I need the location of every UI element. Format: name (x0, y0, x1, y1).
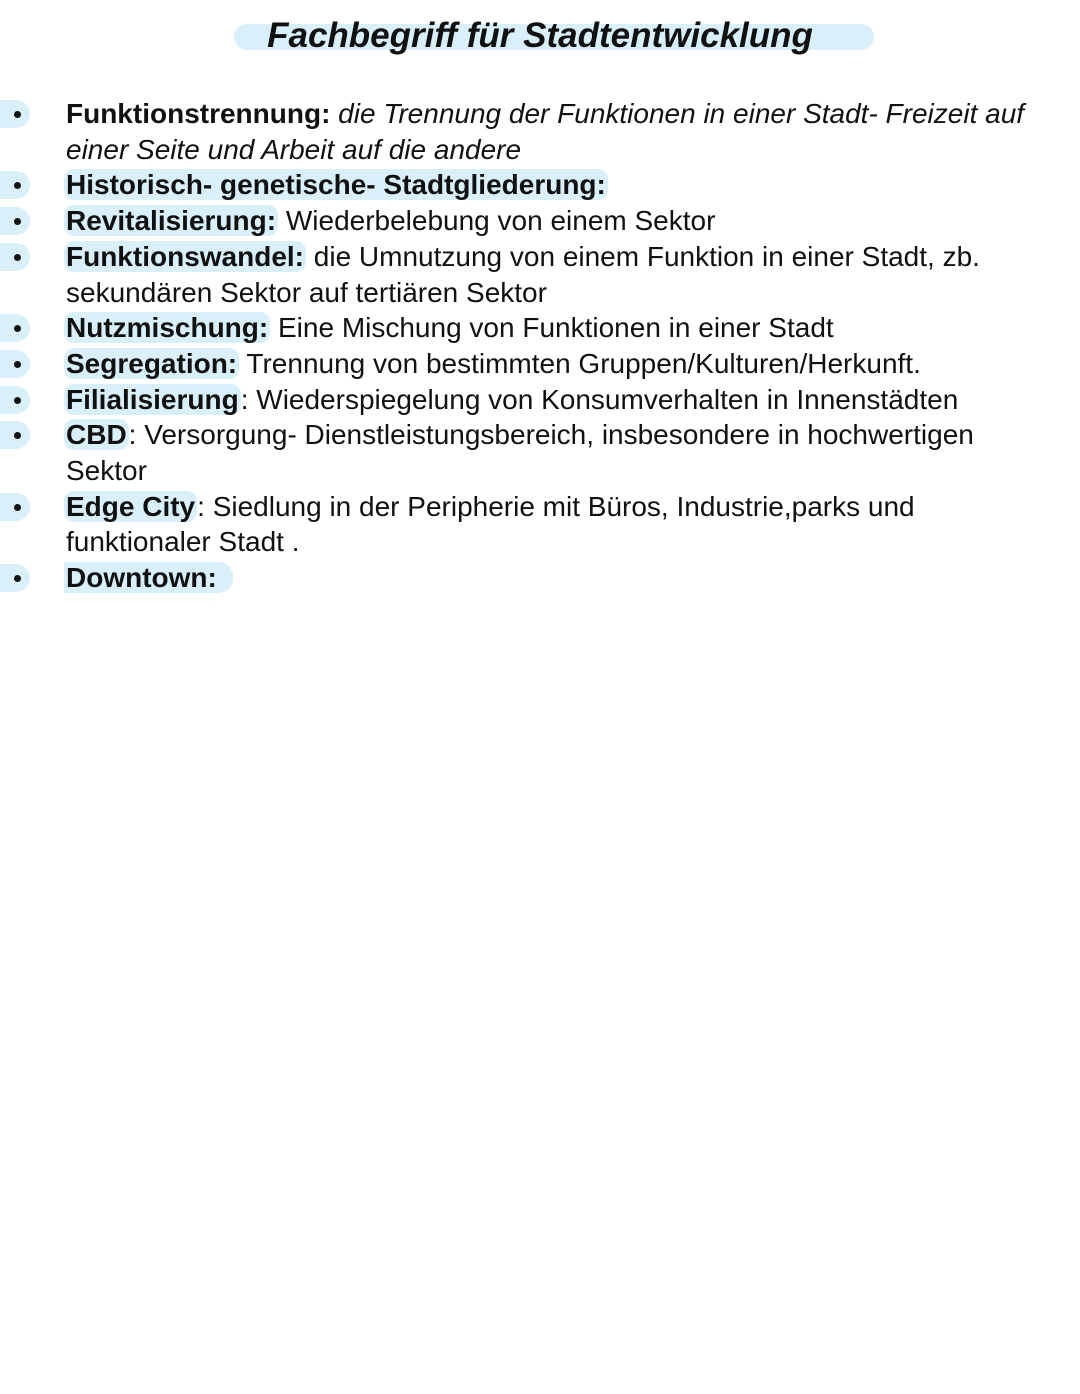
term-definition: die Trennung der Funktionen in einer Stadt- Freizeit auf einer Seite und Arbeit auf die andere (66, 98, 1025, 165)
term-label: Segregation: (66, 347, 238, 379)
bullet-icon (0, 207, 30, 235)
term-label: Funktionswandel: (66, 240, 304, 272)
term-definition: : Siedlung in der Peripherie mit Büros, Industrie,parks und funktionaler Stadt . (66, 490, 915, 558)
term-definition: Eine Mischung von Funktionen in einer Stadt (270, 312, 834, 344)
term-definition: : Wiederspiegelung von Konsumverhalten in Innenstädten (240, 383, 959, 415)
term-definition: : Versorgung- Dienstleistungsbereich, insbesondere in hochwertigen Sektor (66, 419, 974, 487)
list-item-funktionswandel (0, 239, 1080, 310)
title-container (0, 12, 1080, 60)
term-label: Historisch- genetische- Stadtgliederung: (66, 169, 606, 201)
bullet-icon (0, 314, 30, 342)
term-definition: die Umnutzung von einem Funktion in einer Stadt, zb. sekundären Sektor auf tertiären Sektor (66, 240, 980, 308)
bullet-icon (0, 564, 30, 592)
list-item-segregation (0, 346, 1080, 382)
bullet-icon (0, 350, 30, 378)
term-label: Filialisierung (66, 383, 239, 415)
term-label: Downtown: (64, 562, 233, 593)
bullet-icon (0, 243, 30, 271)
list-item-edge-city (0, 489, 1080, 560)
term-label: Edge City (66, 490, 196, 522)
list-item-funktionstrennung (0, 96, 1080, 167)
bullet-icon (0, 421, 30, 449)
term-label: CBD (66, 419, 127, 451)
term-definition: Wiederbelebung von einem Sektor (278, 205, 716, 237)
list-item-historisch (0, 167, 1080, 203)
bullet-icon (0, 100, 30, 128)
list-item-filialisierung (0, 382, 1080, 418)
list-item-cbd (0, 417, 1080, 488)
bullet-icon (0, 171, 30, 199)
term-list (0, 96, 1080, 596)
term-definition: Trennung von bestimmten Gruppen/Kulturen/Herkunft. (239, 347, 921, 379)
list-item-nutzmischung (0, 310, 1080, 346)
bullet-icon (0, 386, 30, 414)
term-label: Funktionstrennung: (66, 98, 331, 129)
term-label: Nutzmischung: (66, 312, 269, 344)
list-item-downtown (0, 560, 1080, 596)
term-label: Revitalisierung: (66, 205, 277, 237)
bullet-icon (0, 493, 30, 521)
page-title: Fachbegriff für Stadtentwicklung (267, 16, 813, 55)
list-item-revitalisierung (0, 203, 1080, 239)
